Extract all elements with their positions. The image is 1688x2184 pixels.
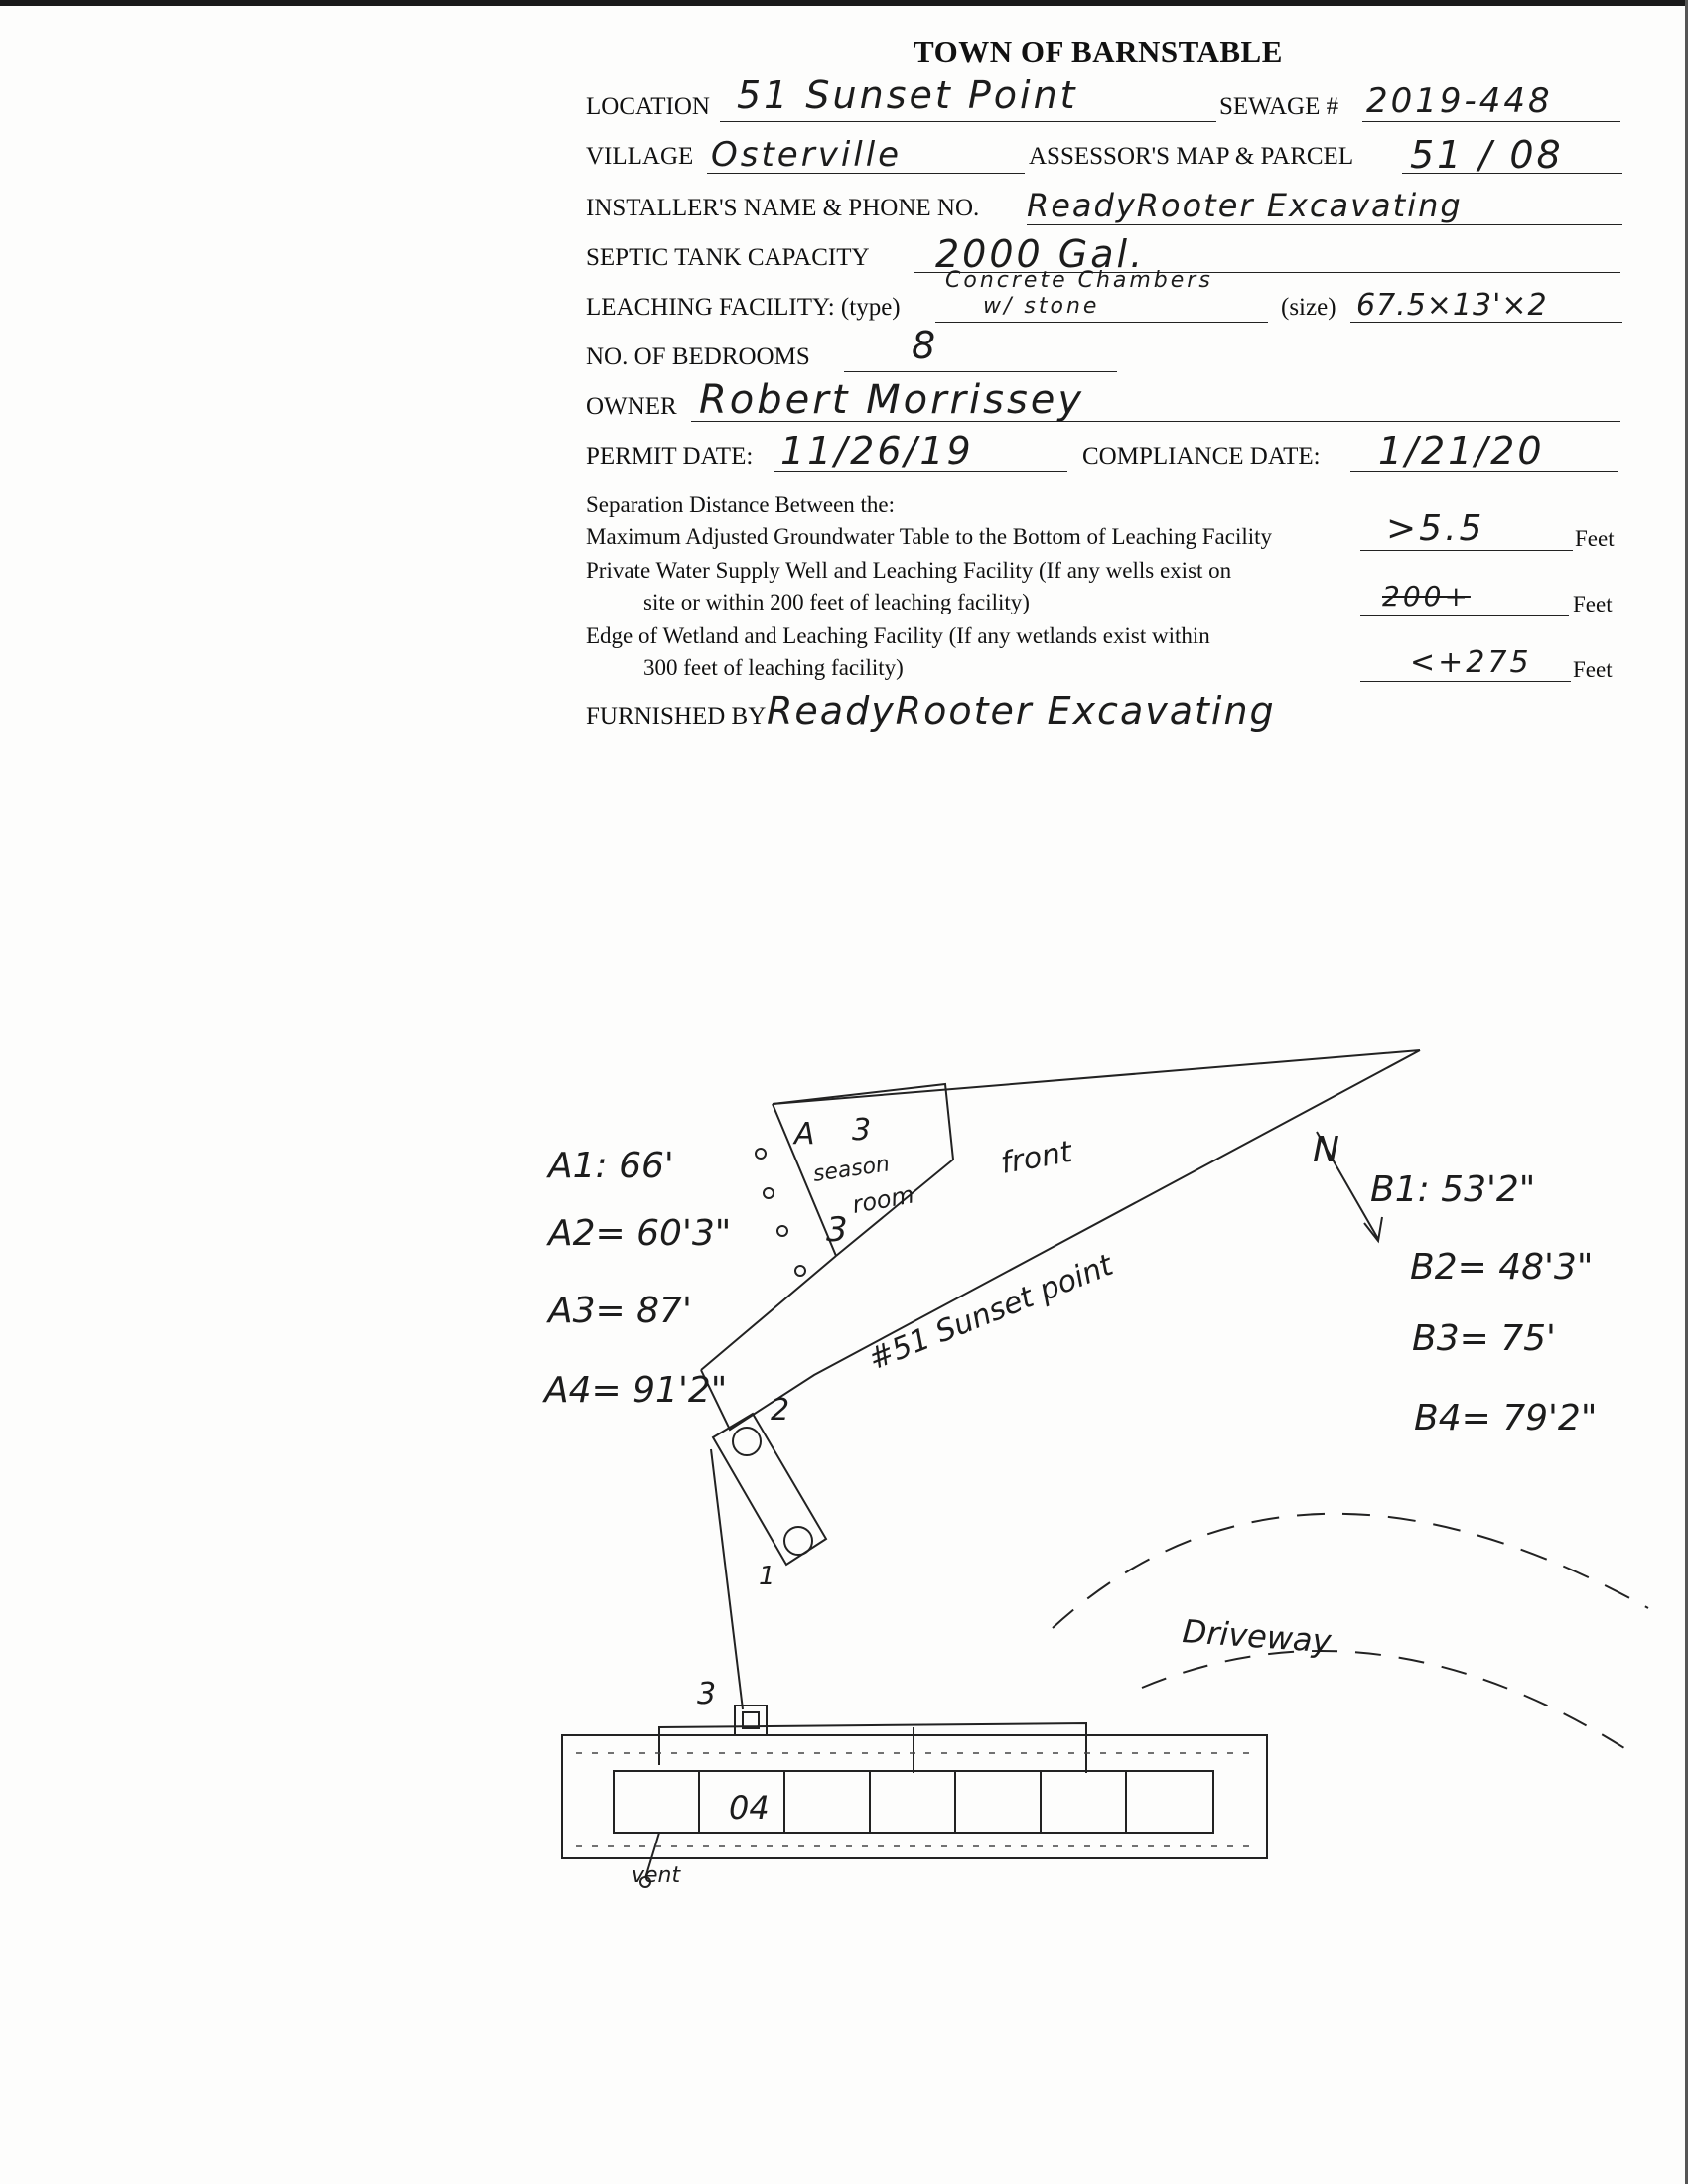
vent-label: vent: [632, 1863, 681, 1888]
measure-a2: A2= 60'3": [548, 1213, 732, 1254]
sewage-value: 2019-448: [1366, 81, 1553, 121]
marker-a2: [764, 1188, 774, 1198]
leaching-type-value-1: Concrete Chambers: [945, 268, 1213, 293]
separation-heading: Separation Distance Between the:: [586, 492, 896, 517]
front-label: front: [998, 1134, 1075, 1181]
owner-value: Robert Morrissey: [699, 377, 1085, 423]
tank-cover-1: [733, 1428, 761, 1455]
driveway-edge-inner: [1142, 1651, 1638, 1757]
pipe-tank-to-dbox: [711, 1449, 743, 1709]
room-text-season: season: [811, 1152, 892, 1187]
tank-label-2: 2: [771, 1393, 790, 1428]
form-title: TOWN OF BARNSTABLE: [914, 34, 1283, 68]
furnished-by-value: ReadyRooter Excavating: [767, 689, 1276, 733]
measure-b2: B2= 48'3": [1410, 1247, 1594, 1288]
room-label-bottom-3: 3: [826, 1210, 848, 1250]
location-label: LOCATION: [586, 93, 710, 120]
north-label: N: [1313, 1130, 1339, 1170]
chamber-label: 04: [729, 1789, 770, 1827]
septic-label: SEPTIC TANK CAPACITY: [586, 244, 870, 271]
measure-a1: A1: 66': [548, 1146, 674, 1186]
compliance-date-label: COMPLIANCE DATE:: [1082, 443, 1321, 470]
location-value: 51 Sunset Point: [737, 73, 1078, 117]
room-label-a: A: [794, 1117, 815, 1152]
village-value: Osterville: [711, 135, 903, 175]
permit-date-label: PERMIT DATE:: [586, 443, 754, 470]
separation-well-text-2: site or within 200 feet of leaching facility): [643, 590, 1030, 614]
separation-groundwater-text: Maximum Adjusted Groundwater Table to the Bottom of Leaching Facility: [586, 524, 1273, 549]
installer-value: ReadyRooter Excavating: [1027, 187, 1463, 224]
septic-value: 2000 Gal.: [935, 232, 1146, 276]
separation-wetland-text-1: Edge of Wetland and Leaching Facility (If any wetlands exist within: [586, 623, 1210, 648]
sewage-label: SEWAGE #: [1219, 93, 1339, 120]
assessor-value: 51 / 08: [1410, 133, 1564, 177]
measure-b3: B3= 75': [1412, 1318, 1556, 1359]
compliance-date-value: 1/21/20: [1378, 429, 1545, 473]
marker-a4: [795, 1266, 805, 1276]
tank-label-1: 1: [759, 1562, 775, 1591]
septic-tank: [713, 1414, 826, 1565]
driveway-edge-outer: [1053, 1514, 1648, 1628]
permit-date-value: 11/26/19: [780, 429, 974, 473]
measure-b1: B1: 53'2": [1370, 1169, 1536, 1210]
measure-a4: A4= 91'2": [544, 1370, 728, 1411]
marker-a3: [777, 1226, 787, 1236]
separation-wetland-value: <+275: [1410, 645, 1532, 680]
separation-well-unit: Feet: [1573, 592, 1613, 616]
driveway-label: Driveway: [1181, 1612, 1333, 1661]
bedrooms-value: 8: [912, 324, 939, 367]
leaching-type-value-2: w/ stone: [983, 294, 1100, 319]
village-label: VILLAGE: [586, 143, 694, 170]
installer-label: INSTALLER'S NAME & PHONE NO.: [586, 195, 980, 221]
separation-groundwater-unit: Feet: [1575, 526, 1615, 551]
separation-wetland-unit: Feet: [1573, 657, 1613, 682]
measure-a3: A3= 87': [548, 1291, 692, 1331]
room-text-room: room: [850, 1180, 916, 1219]
bedrooms-label: NO. OF BEDROOMS: [586, 343, 810, 370]
leaching-chambers: [614, 1771, 1213, 1833]
separation-groundwater-value: >5.5: [1386, 508, 1485, 549]
room-label-3: 3: [852, 1113, 872, 1148]
house-address-label: #51 Sunset point: [863, 1247, 1118, 1378]
leaching-type-label: LEACHING FACILITY: (type): [586, 294, 901, 321]
house-outline: [701, 1050, 1420, 1430]
owner-label: OWNER: [586, 393, 677, 420]
distribution-box: [735, 1706, 767, 1735]
dbox-label: 3: [697, 1677, 717, 1711]
separation-well-value: 200+: [1382, 580, 1471, 613]
separation-wetland-text-2: 300 feet of leaching facility): [643, 655, 904, 680]
measure-b4: B4= 79'2": [1414, 1398, 1598, 1438]
marker-a1: [756, 1149, 766, 1159]
tank-cover-2: [784, 1527, 812, 1555]
distribution-lines: [659, 1723, 1086, 1773]
furnished-by-label: FURNISHED BY: [586, 703, 767, 730]
separation-well-text-1: Private Water Supply Well and Leaching Facility (If any wells exist on: [586, 558, 1232, 583]
leaching-size-label: (size): [1281, 294, 1336, 321]
assessor-label: ASSESSOR'S MAP & PARCEL: [1029, 143, 1354, 170]
leaching-size-value: 67.5×13'×2: [1356, 288, 1548, 323]
